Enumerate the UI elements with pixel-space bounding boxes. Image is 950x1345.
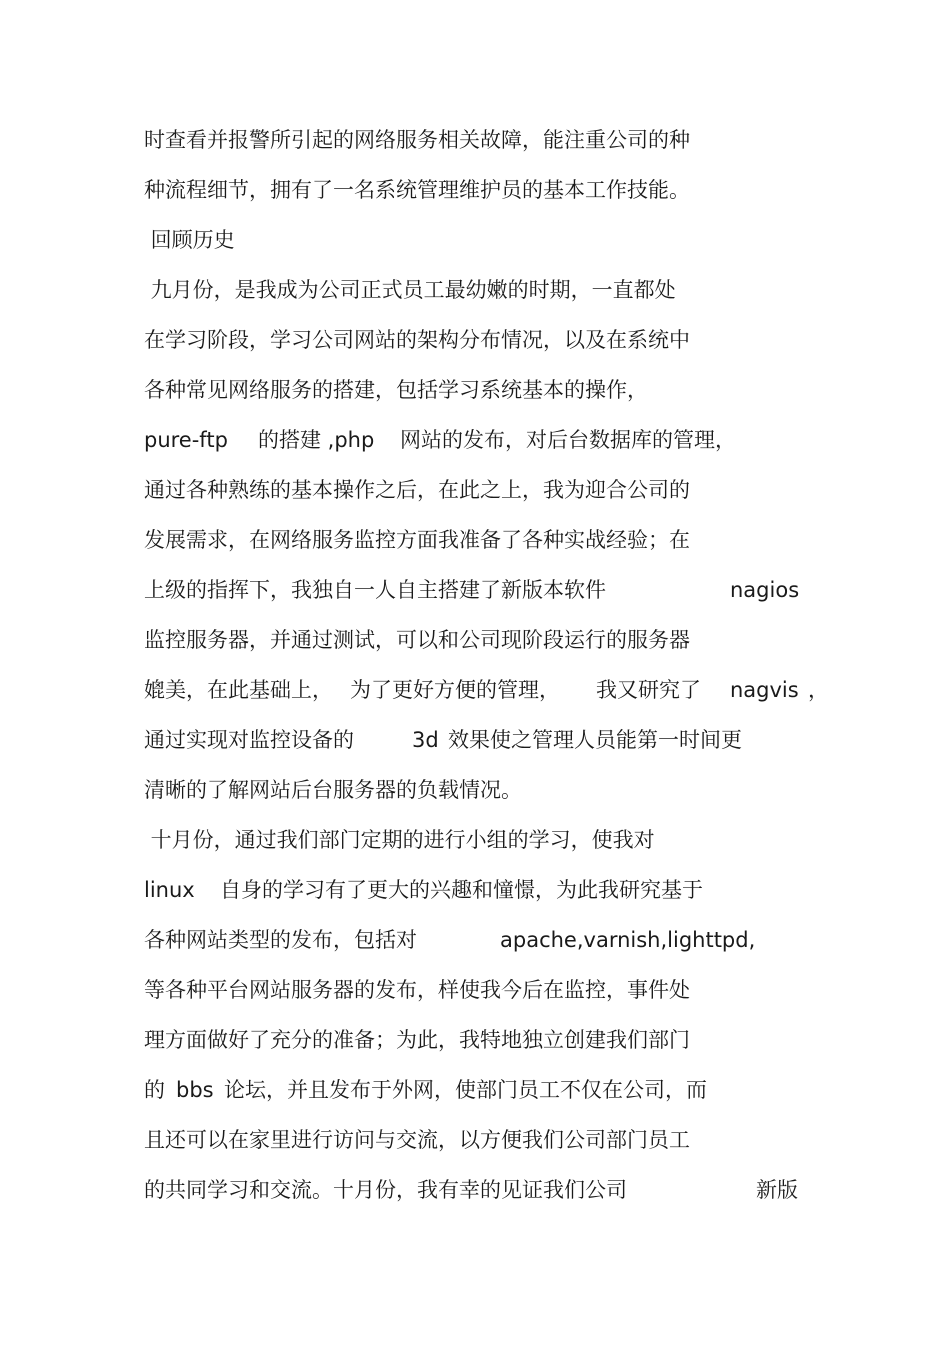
text-line [144,425,784,455]
text-segment: nagvis [730,678,799,702]
text-segment: 的共同学习和交流。十月份，我有幸的见证我们公司 [144,1178,627,1202]
text-segment: 效果使之管理人员能第一时间更 [448,728,742,752]
text-segment: 媲美，在此基础上， [144,678,333,702]
text-line: 在学习阶段，学习公司网站的架构分布情况，以及在系统中 [144,328,690,352]
text-segment: nagios [730,578,800,602]
text-segment: bbs [176,1078,214,1102]
text-segment: pure-ftp [144,428,228,452]
text-line [144,1075,784,1105]
text-line: 监控服务器，并通过测试，可以和公司现阶段运行的服务器 [144,628,690,652]
text-segment: 各种网站类型的发布，包括对 [144,928,417,952]
text-line: 九月份，是我成为公司正式员工最幼嫩的时期，一直都处 [144,278,676,302]
text-line: 种流程细节，拥有了一名系统管理维护员的基本工作技能。 [144,178,690,202]
text-segment: 论坛，并且发布于外网，使部门员工不仅在公司，而 [224,1078,707,1102]
text-line [144,675,834,705]
text-line [144,925,784,955]
text-segment: ， [808,678,829,702]
text-segment: 新版 [756,1178,798,1202]
text-segment: linux [144,878,195,902]
text-line: 十月份，通过我们部门定期的进行小组的学习，使我对 [144,828,655,852]
text-segment: 的 [144,1078,165,1102]
text-segment: 上级的指挥下，我独自一人自主搭建了新版本软件 [144,578,606,602]
text-line: 清晰的了解网站后台服务器的负载情况。 [144,778,522,802]
text-line [144,1175,844,1205]
text-segment: 的搭建 ,php [258,428,375,452]
text-segment: 通过实现对监控设备的 [144,728,354,752]
text-segment: 自身的学习有了更大的兴趣和憧憬，为此我研究基于 [220,878,703,902]
text-line: 各种常见网络服务的搭建，包括学习系统基本的操作， [144,378,648,402]
text-segment: 网站的发布，对后台数据库的管理， [400,428,736,452]
text-line: 时查看并报警所引起的网络服务相关故障，能注重公司的种 [144,128,690,152]
text-segment: 为了更好方便的管理， [350,678,560,702]
text-line: 通过各种熟练的基本操作之后，在此之上，我为迎合公司的 [144,478,690,502]
text-segment: apache,varnish,lighttpd, [500,928,756,952]
text-segment: 3d [412,728,439,752]
text-segment: 我又研究了 [596,678,701,702]
text-line: 理方面做好了充分的准备；为此，我特地独立创建我们部门 [144,1028,690,1052]
section-heading: 回顾历史 [144,228,235,252]
text-line: 且还可以在家里进行访问与交流，以方便我们公司部门员工 [144,1128,690,1152]
text-line: 等各种平台网站服务器的发布，样使我今后在监控，事件处 [144,978,690,1002]
text-line [144,875,784,905]
text-line [144,725,784,755]
text-line [144,575,844,605]
text-line: 发展需求，在网络服务监控方面我准备了各种实战经验；在 [144,528,690,552]
